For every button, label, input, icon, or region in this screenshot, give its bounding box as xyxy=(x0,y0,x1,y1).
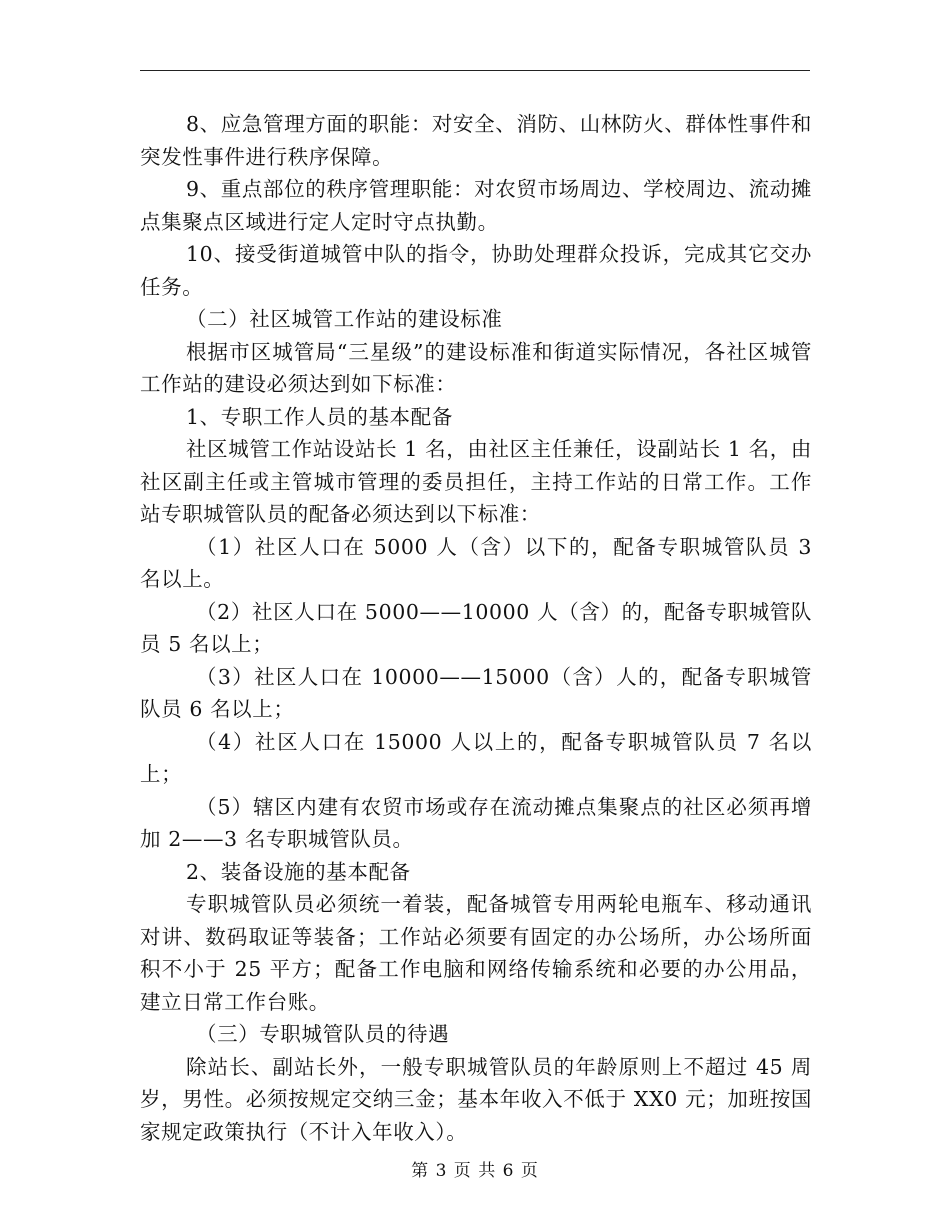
paragraph: 社区城管工作站设站长 1 名，由社区主任兼任，设副站长 1 名，由社区副主任或主管城市管理的委员担任，主持工作站的日常工作。工作站专职城管队员的配备必须达到以下标准： xyxy=(140,437,812,526)
subsection-heading: 2、装备设施的基本配备 xyxy=(186,859,411,884)
list-item: （2）社区人口在 5000——10000 人（含）的，配备专职城管队员 5 名以上； xyxy=(140,599,812,656)
subsection-heading: 1、专职工作人员的基本配备 xyxy=(186,404,453,429)
section-heading: （三）专职城管队员的待遇 xyxy=(196,1022,450,1046)
paragraph: 9、重点部位的秩序管理职能：对农贸市场周边、学校周边、流动摊点集聚点区域进行定人定时守点执勤。 xyxy=(140,177,812,234)
header-rule xyxy=(140,70,810,71)
list-item: （3）社区人口在 10000——15000（含）人的，配备专职城管队员 6 名以上； xyxy=(140,664,812,721)
paragraph: 10、接受街道城管中队的指令，协助处理群众投诉，完成其它交办任务。 xyxy=(140,242,812,299)
paragraph: 专职城管队员必须统一着装，配备城管专用两轮电瓶车、移动通讯对讲、数码取证等装备；工作站必须要有固定的办公场所，办公场所面积不小于 25 平方；配备工作电脑和网络传输系统和必要的办公用品，建立日常工作台账。 xyxy=(140,892,812,1014)
list-item: （1）社区人口在 5000 人（含）以下的，配备专职城管队员 3 名以上。 xyxy=(140,534,812,591)
section-heading: （二）社区城管工作站的建设标准 xyxy=(186,307,503,331)
paragraph: 根据市区城管局“三星级”的建设标准和街道实际情况，各社区城管工作站的建设必须达到如下标准： xyxy=(140,339,812,396)
list-item: （4）社区人口在 15000 人以上的，配备专职城管队员 7 名以上； xyxy=(140,729,812,786)
list-item: （5）辖区内建有农贸市场或存在流动摊点集聚点的社区必须再增加 2——3 名专职城管队员。 xyxy=(140,794,812,851)
document-body xyxy=(140,108,812,1148)
page-number-footer: 第 3 页 共 6 页 xyxy=(411,1161,539,1181)
paragraph: 8、应急管理方面的职能：对安全、消防、山林防火、群体性事件和突发性事件进行秩序保障。 xyxy=(140,112,812,169)
paragraph: 除站长、副站长外，一般专职城管队员的年龄原则上不超过 45 周岁，男性。必须按规定交纳三金；基本年收入不低于 XX0 元；加班按国家规定政策执行（不计入年收入）。 xyxy=(140,1054,812,1144)
